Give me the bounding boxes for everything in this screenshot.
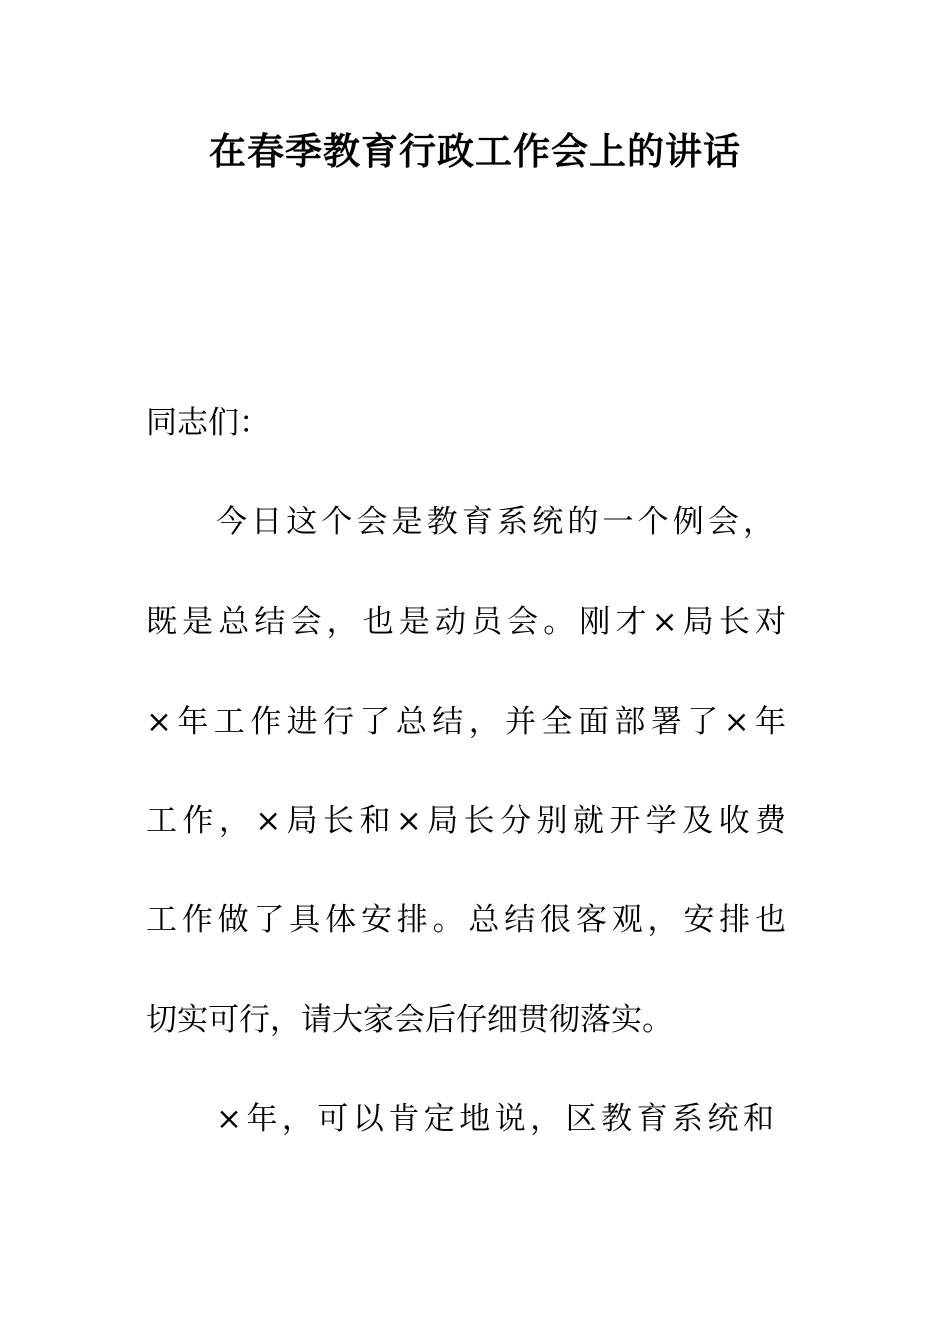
paragraph-line: 工作做了具体安排。总结很客观，安排也 <box>146 902 786 938</box>
paragraph-line: ×年，可以肯定地说，区教育系统和 <box>216 1101 774 1137</box>
document-title: 在春季教育行政工作会上的讲话 <box>209 130 741 173</box>
paragraph-line: ×年工作进行了总结，并全面部署了×年 <box>146 704 786 740</box>
paragraph-line: 既是总结会，也是动员会。刚才×局长对 <box>146 604 786 640</box>
salutation: 同志们： <box>146 405 270 441</box>
paragraph-line: 今日这个会是教育系统的一个例会， <box>216 504 774 540</box>
paragraph-line: 切实可行，请大家会后仔细贯彻落实。 <box>146 1002 673 1038</box>
paragraph-line: 工作，×局长和×局长分别就开学及收费 <box>146 803 786 839</box>
